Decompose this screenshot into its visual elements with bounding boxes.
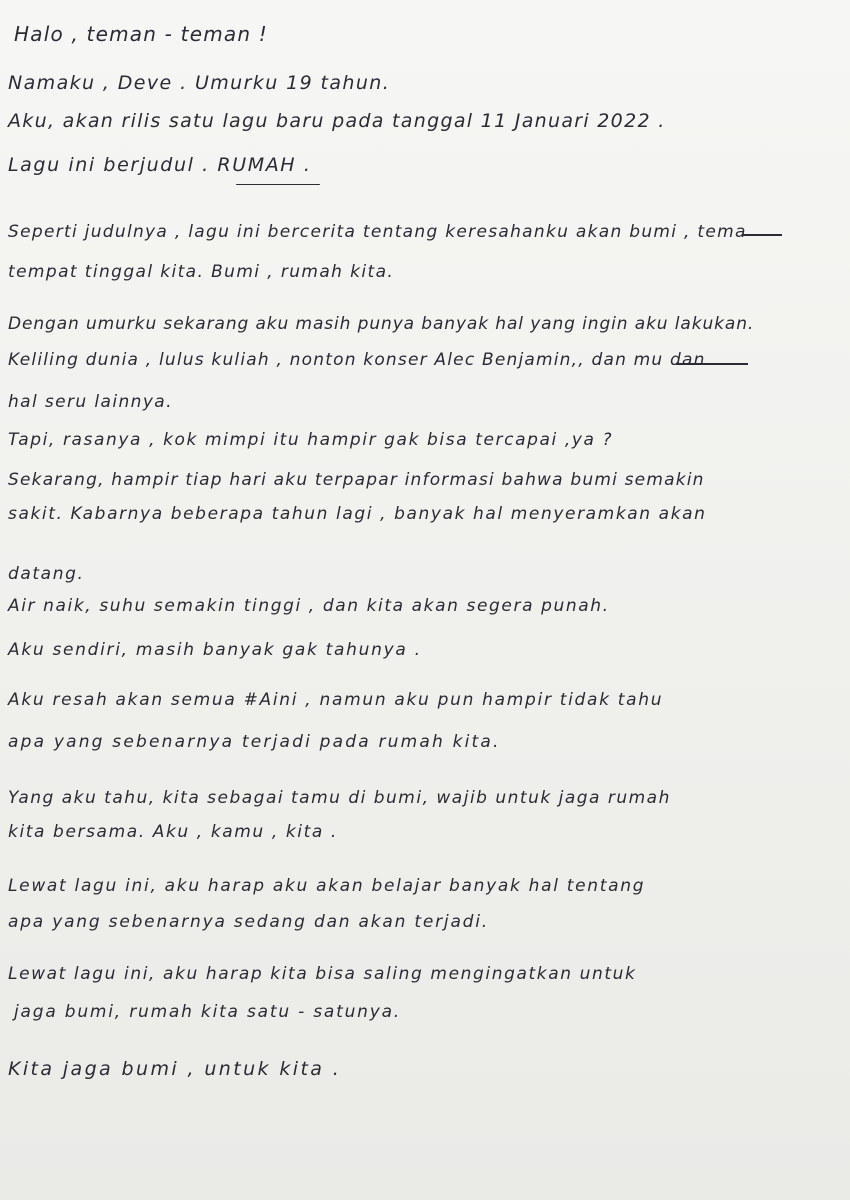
letter-line: kita bersama. Aku , kamu , kita .	[8, 822, 338, 842]
letter-line: sakit. Kabarnya beberapa tahun lagi , banyak hal menyeramkan akan	[8, 504, 707, 524]
letter-line: Aku resah akan semua #Aini , namun aku pun hampir tidak tahu	[8, 690, 664, 710]
letter-line: Yang aku tahu, kita sebagai tamu di bumi, wajib untuk jaga rumah	[8, 788, 671, 808]
letter-line: Dengan umurku sekarang aku masih punya banyak hal yang ingin aku lakukan.	[8, 314, 755, 334]
strikethrough-mark	[742, 234, 782, 236]
letter-line: Sekarang, hampir tiap hari aku terpapar informasi bahwa bumi semakin	[8, 470, 705, 490]
letter-line: Lagu ini berjudul . RUMAH .	[8, 154, 312, 176]
letter-line: apa yang sebenarnya sedang dan akan terjadi.	[8, 912, 489, 932]
letter-line: Aku, akan rilis satu lagu baru pada tanggal 11 Januari 2022 .	[8, 110, 666, 132]
letter-line: Seperti judulnya , lagu ini bercerita tentang keresahanku akan bumi , tema	[8, 222, 747, 242]
closing-line: Kita jaga bumi , untuk kita .	[8, 1058, 342, 1080]
letter-line: Aku sendiri, masih banyak gak tahunya .	[8, 640, 422, 660]
letter-line: Lewat lagu ini, aku harap aku akan belajar banyak hal tentang	[8, 876, 646, 896]
letter-line: Namaku , Deve . Umurku 19 tahun.	[8, 72, 391, 94]
letter-line: hal seru lainnya.	[8, 392, 173, 412]
greeting-line: Halo , teman - teman !	[14, 22, 268, 46]
title-underline	[236, 184, 320, 185]
letter-line: Lewat lagu ini, aku harap kita bisa saling mengingatkan untuk	[8, 964, 637, 984]
letter-line: apa yang sebenarnya terjadi pada rumah kita.	[8, 732, 501, 752]
letter-line: Tapi, rasanya , kok mimpi itu hampir gak bisa tercapai ,ya ?	[8, 430, 614, 450]
letter-line: tempat tinggal kita. Bumi , rumah kita.	[8, 262, 395, 282]
letter-line: Air naik, suhu semakin tinggi , dan kita akan segera punah.	[8, 596, 610, 616]
letter-line: datang.	[8, 564, 85, 584]
letter-line: jaga bumi, rumah kita satu - satunya.	[14, 1002, 402, 1022]
letter-line: Keliling dunia , lulus kuliah , nonton konser Alec Benjamin,, dan mu dan	[8, 350, 706, 370]
strikethrough-mark	[676, 363, 748, 365]
